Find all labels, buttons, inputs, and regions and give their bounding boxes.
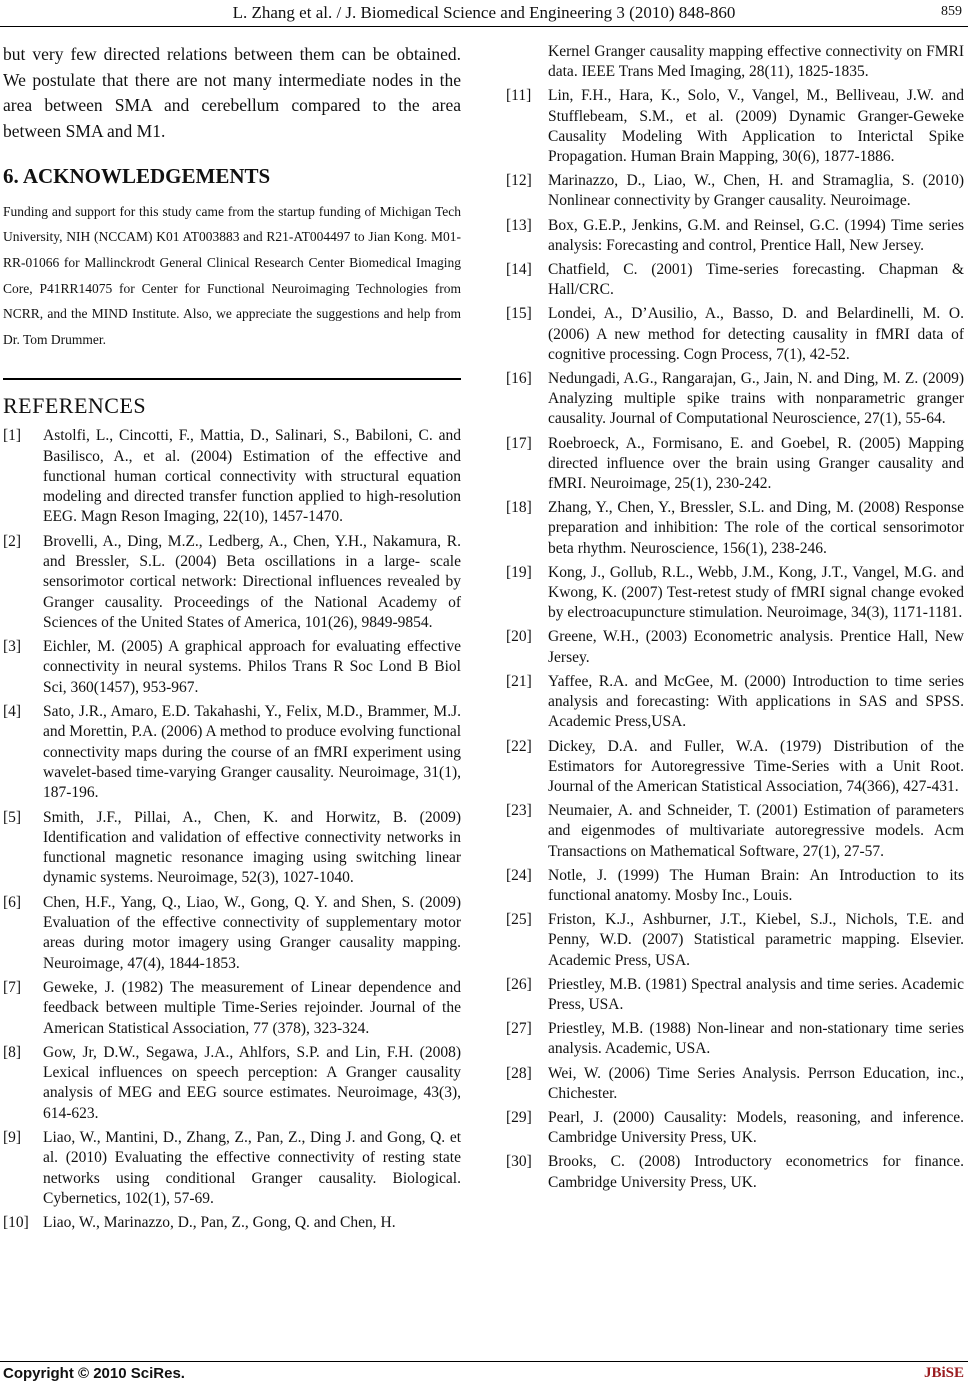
- reference-text: Sato, J.R., Amaro, E.D. Takahashi, Y., Felix, M.D., Brammer, M.J. and Morettin, P.A. (2006) A method to produce evolving functional connectivity maps during the course of an fMRI experiment using wavelet-based time-varying Granger causality. Neuroimage, 31(1), 187-196.: [43, 703, 461, 802]
- reference-number: [25]: [506, 911, 532, 929]
- reference-number: [15]: [506, 305, 532, 323]
- page-number: 859: [941, 4, 962, 19]
- reference-item: [506, 1019, 964, 1059]
- reference-number: [3]: [3, 638, 22, 656]
- reference-number: [27]: [506, 1020, 532, 1038]
- reference-item: [506, 910, 964, 971]
- reference-number: [2]: [3, 532, 22, 550]
- references-heading: REFERENCES: [3, 392, 147, 418]
- reference-item: [506, 672, 964, 733]
- reference-item: [506, 627, 964, 667]
- reference-number: [30]: [506, 1153, 532, 1171]
- reference-item: [506, 801, 964, 862]
- reference-list-right: [506, 42, 964, 1193]
- reference-number: [17]: [506, 434, 532, 452]
- header-rule: [0, 26, 968, 27]
- reference-text: Chatfield, C. (2001) Time-series forecasting. Chapman & Hall/CRC.: [548, 261, 964, 299]
- copyright-notice: Copyright © 2010 SciRes.: [3, 1365, 185, 1382]
- right-column: [506, 42, 964, 1197]
- reference-text: Priestley, M.B. (1981) Spectral analysis and time series. Academic Press, USA.: [548, 975, 964, 1013]
- footer-rule: [0, 1361, 968, 1362]
- reference-text: Pearl, J. (2000) Causality: Models, reasoning, and inference. Cambridge University Press, UK.: [548, 1108, 964, 1147]
- reference-number: [20]: [506, 628, 532, 646]
- reference-text: Geweke, J. (1982) The measurement of Linear dependence and feedback between multiple Time-Series rejoinder. Journal of the American Statistical Association, 77 (378), 323-324.: [43, 978, 461, 1037]
- reference-item: [3, 893, 461, 974]
- reference-item: [506, 171, 964, 211]
- reference-text: Zhang, Y., Chen, Y., Bressler, S.L. and Ding, M. (2008) Response preparation and inhibition: The role of the cortical sensorimotor beta rhythm. Neuroscience, 156(1), 238-246.: [548, 499, 964, 557]
- reference-number: [7]: [3, 978, 22, 996]
- reference-number: [6]: [3, 893, 22, 911]
- reference-number: [16]: [506, 370, 532, 388]
- reference-text: Friston, K.J., Ashburner, J.T., Kiebel, S.J., Nichols, T.E. and Penny, W.D. (2007) Statistical parametric mapping. Elsevier. Academic Press, USA.: [548, 911, 964, 969]
- reference-text: Nedungadi, A.G., Rangarajan, G., Jain, N. and Ding, M. Z. (2009) Analyzing multiple spike trains with nonparametric granger causality. Journal of Computational Neuroscience, 27(1), 55-64.: [548, 370, 964, 428]
- reference-number: [5]: [3, 808, 22, 826]
- reference-item: [506, 866, 964, 906]
- reference-item: [506, 563, 964, 624]
- page-footer: [0, 1364, 968, 1386]
- reference-item: [506, 1108, 964, 1148]
- reference-number: [12]: [506, 172, 532, 190]
- reference-item: [506, 737, 964, 798]
- reference-number: [9]: [3, 1129, 22, 1147]
- reference-number: [4]: [3, 703, 22, 721]
- reference-text: Londei, A., D’Ausilio, A., Basso, D. and Belardinelli, M. O. (2006) A new method for detecting causality in fMRI data of cognitive processing. Cogn Process, 7(1), 42-52.: [548, 305, 964, 363]
- reference-item: [3, 1043, 461, 1124]
- reference-text: Brooks, C. (2008) Introductory econometrics for finance. Cambridge University Press, UK.: [548, 1153, 964, 1191]
- reference-text: Box, G.E.P., Jenkins, G.M. and Reinsel, G.C. (1994) Time series analysis: Forecasting and control, Prentice Hall, New Jersey.: [548, 216, 964, 254]
- reference-item-continued: [506, 42, 964, 82]
- reference-text: Liao, W., Mantini, D., Zhang, Z., Pan, Z., Ding J. and Gong, Q. et al. (2010) Evaluating the effective connectivity of resting state networks using conditional Granger causality. Biological. Cybernetics, 102(1), 57-69.: [43, 1129, 461, 1207]
- reference-text: Eichler, M. (2005) A graphical approach for evaluating effective connectivity in neural systems. Philos Trans R Soc Lond B Biol Sci, 360(1457), 953-967.: [43, 638, 461, 696]
- reference-item: [506, 434, 964, 495]
- reference-number: [23]: [506, 802, 532, 820]
- reference-text: Priestley, M.B. (1988) Non-linear and non-stationary time series analysis. Academic, USA.: [548, 1020, 964, 1058]
- reference-text: Smith, J.F., Pillai, A., Chen, K. and Horwitz, B. (2009) Identification and validation of effective connectivity networks in functional magnetic resonance imaging using switching linear dynamic systems. Neuroimage, 52(3), 1027-1040.: [43, 808, 461, 887]
- reference-text: Kong, J., Gollub, R.L., Webb, J.M., Kong, J.T., Vangel, M.G. and Kwong, K. (2007) Test-retest study of fMRI signal change evoked by electroacupuncture stimulation. Neuroimage, 34(3), 1171-1181.: [548, 563, 964, 622]
- reference-item: [3, 808, 461, 889]
- reference-text: Kernel Granger causality mapping effective connectivity on FMRI data. IEEE Trans Med Imaging, 28(11), 1825-1835.: [548, 43, 964, 81]
- reference-item: [3, 702, 461, 803]
- intro-paragraph: but very few directed relations between them can be obtained. We postulate that there are not many intermediate nodes in the area between SMA and cerebellum compared to the area between SMA and M1.: [3, 44, 461, 141]
- reference-number: [18]: [506, 499, 532, 517]
- reference-text: Greene, W.H., (2003) Econometric analysis. Prentice Hall, New Jersey.: [548, 628, 964, 666]
- acknowledgements-text: Funding and support for this study came from the startup funding of Michigan Tech University, NIH (NCCAM) K01 AT003883 and R21-AT004497 to Jian Kong. M01-RR-01066 for Mallinckrodt General Clinical Research Center Biomedical Imaging Core, P41RR14075 for Center for Functional Neuroimaging Technologies from NCRR, and the MIND Institute. Also, we appreciate the suggestions and help from Dr. Tom Drummer.: [3, 203, 461, 348]
- reference-number: [21]: [506, 672, 532, 690]
- reference-text: Yaffee, R.A. and McGee, M. (2000) Introduction to time series analysis and forecasting: With applications in SAS and SPSS. Academic Press,USA.: [548, 672, 964, 731]
- reference-item: [3, 426, 461, 527]
- reference-number: [26]: [506, 975, 532, 993]
- reference-text: Liao, W., Marinazzo, D., Pan, Z., Gong, Q. and Chen, H.: [43, 1214, 396, 1232]
- reference-number: [1]: [3, 427, 22, 445]
- reference-number: [14]: [506, 261, 532, 279]
- reference-item: [3, 1213, 461, 1233]
- reference-item: [506, 304, 964, 365]
- reference-number: [19]: [506, 563, 532, 581]
- reference-item: [3, 1128, 461, 1209]
- journal-logo: JBiSE: [923, 1365, 964, 1381]
- reference-item: [506, 86, 964, 167]
- reference-item: [506, 216, 964, 256]
- reference-number: [24]: [506, 866, 532, 884]
- page-header: [0, 0, 968, 26]
- reference-number: [29]: [506, 1108, 532, 1126]
- reference-item: [506, 975, 964, 1015]
- reference-item: [506, 498, 964, 559]
- reference-text: Roebroeck, A., Formisano, E. and Goebel, R. (2005) Mapping directed influence over the brain using Granger causality and fMRI. Neuroimage, 25(1), 230-242.: [548, 434, 964, 493]
- reference-item: [3, 637, 461, 698]
- reference-text: Neumaier, A. and Schneider, T. (2001) Estimation of parameters and eigenmodes of multivariate autoregressive models. Acm Transactions on Mathematical Software, 27(1), 27-57.: [548, 802, 964, 860]
- reference-number: [11]: [506, 87, 532, 105]
- running-title: L. Zhang et al. / J. Biomedical Science and Engineering 3 (2010) 848-860: [232, 3, 736, 22]
- left-column: [3, 42, 461, 1238]
- reference-item: [3, 978, 461, 1039]
- reference-item: [506, 369, 964, 430]
- reference-item: [506, 1064, 964, 1104]
- reference-item: [506, 1152, 964, 1192]
- reference-item: [3, 532, 461, 633]
- reference-number: [28]: [506, 1064, 532, 1082]
- reference-text: Marinazzo, D., Liao, W., Chen, H. and Stramaglia, S. (2010) Nonlinear connectivity by Granger causality. Neuroimage.: [548, 172, 964, 210]
- reference-number: [13]: [506, 216, 532, 234]
- reference-number: [8]: [3, 1043, 22, 1061]
- section-divider: [3, 378, 461, 380]
- reference-text: Gow, Jr, D.W., Segawa, J.A., Ahlfors, S.P. and Lin, F.H. (2008) Lexical influences on speech perception: A Granger causality analysis of MEG and EEG source estimates. Neuroimage, 43(3), 614-623.: [43, 1043, 461, 1122]
- reference-number: [506, 42, 548, 82]
- reference-text: Notle, J. (1999) The Human Brain: An Introduction to its functional anatomy. Mosby Inc., Louis.: [548, 866, 964, 904]
- reference-item: [506, 260, 964, 300]
- reference-text: Chen, H.F., Yang, Q., Liao, W., Gong, Q. Y. and Shen, S. (2009) Evaluation of the effective connectivity of supplementary motor areas during motor imagery using Granger causality mapping. Neuroimage, 47(4), 1844-1853.: [43, 893, 461, 972]
- reference-number: [22]: [506, 737, 532, 755]
- reference-text: Lin, F.H., Hara, K., Solo, V., Vangel, M., Belliveau, J.W. and Stufflebeam, S.M., et al. (2009) Dynamic Granger-Geweke Causality Modeling With Application to Interictal Spike Propagation. Human Brain Mapping, 30(6), 1877-1886.: [548, 87, 964, 166]
- reference-number: [10]: [3, 1214, 29, 1232]
- acknowledgements-heading: 6. ACKNOWLEDGEMENTS: [3, 164, 271, 188]
- reference-text: Dickey, D.A. and Fuller, W.A. (1979) Distribution of the Estimators for Autoregressive Time-Series with a Unit Root. Journal of the American Statistical Association, 74(366), 427-431.: [548, 737, 964, 795]
- reference-text: Brovelli, A., Ding, M.Z., Ledberg, A., Chen, Y.H., Nakamura, R. and Bressler, S.L. (2004) Beta oscillations in a large- scale sensorimotor cortical network: Directional influences revealed by Granger causality. Proceedings of the National Academy of Sciences of the United States of America, 101(26), 9849-9854.: [43, 532, 461, 631]
- reference-text: Astolfi, L., Cincotti, F., Mattia, D., Salinari, S., Babiloni, C. and Basilisco, A., et al. (2004) Estimation of the effective and functional human cortical connectivity with structural equation modeling and directed transfer function applied to high-resolution EEG. Magn Reson Imaging, 22(10), 1457-1470.: [43, 427, 461, 526]
- reference-list-left: [3, 426, 461, 1233]
- reference-text: Wei, W. (2006) Time Series Analysis. Perrson Education, inc., Chichester.: [548, 1064, 964, 1102]
